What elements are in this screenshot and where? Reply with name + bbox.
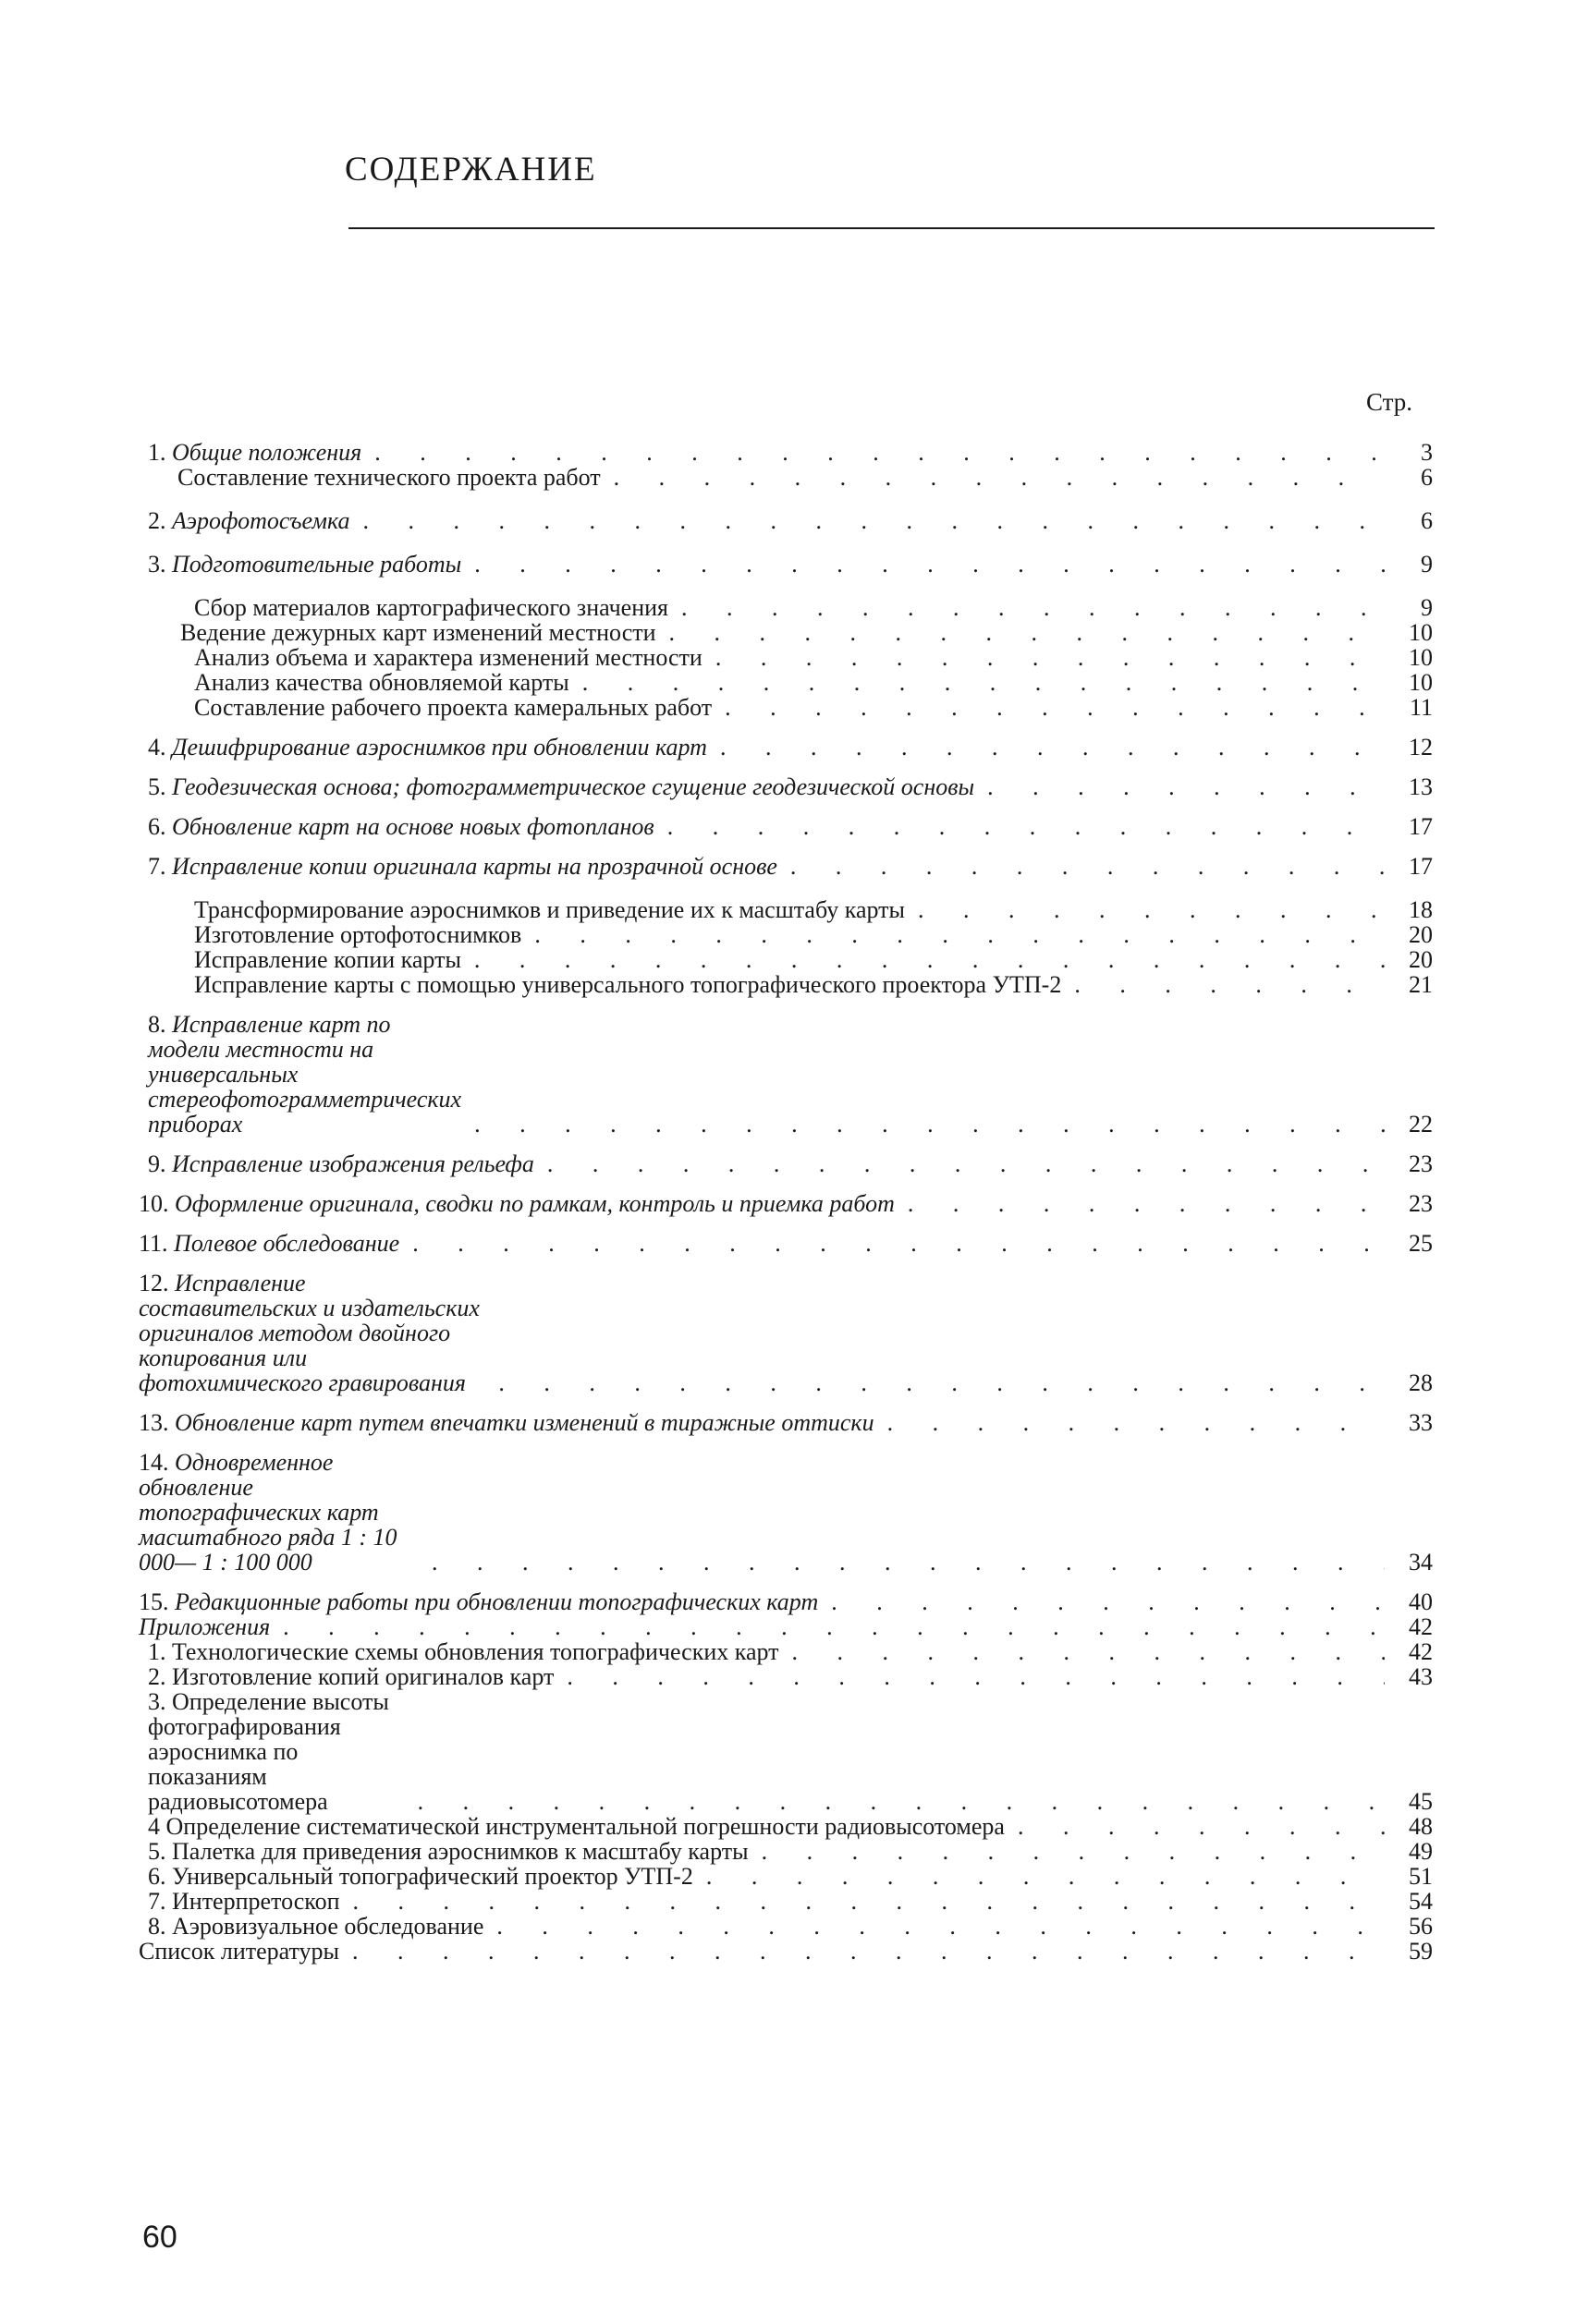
toc-entry-title — [194, 947, 461, 972]
toc-entry-text: Анализ объема и характера изменений местности — [194, 644, 702, 671]
toc-entry — [139, 1589, 1433, 1614]
toc-entry-page: 40 — [1409, 1588, 1433, 1615]
toc-entry-title — [148, 854, 777, 879]
toc-entry-text: Одновременное обновление топографических карт масштабного ряда 1 : 10 000— 1 : 100 000 — [139, 1449, 397, 1576]
dot-leader — [521, 922, 1385, 947]
toc-entry-title — [139, 1589, 818, 1614]
dot-leader — [818, 1589, 1385, 1614]
toc-entry — [139, 670, 1433, 695]
dot-leader — [707, 735, 1385, 760]
toc-entry — [139, 620, 1433, 645]
toc-entry-title — [139, 1231, 399, 1256]
dot-leader — [461, 947, 1385, 972]
toc-entry-page: 23 — [1409, 1190, 1433, 1217]
toc-entry-title — [180, 620, 656, 645]
toc-entry — [139, 1914, 1433, 1939]
toc-entry-text: Исправление составительских и издательских оригиналов методом двойного копирования или фотохимического гравирования — [139, 1270, 480, 1396]
toc-entry — [139, 1271, 1433, 1395]
toc-entry-text: Исправление карты с помощью универсального топографического проектора УТП-2 — [194, 971, 1062, 998]
toc-entry-text: Составление рабочего проекта камеральных работ — [194, 694, 713, 721]
toc-entry-page: 43 — [1409, 1663, 1433, 1690]
toc-entry-text: Аэровизуальное обследование — [172, 1913, 484, 1940]
toc-entry-page: 28 — [1409, 1369, 1433, 1396]
toc-entry-text: Исправление изображения рельефа — [172, 1150, 534, 1177]
toc-entry — [139, 735, 1433, 760]
toc-entry — [139, 1639, 1433, 1664]
toc-entry-title — [139, 1271, 485, 1395]
toc-entry-number: 15. — [139, 1588, 169, 1615]
dot-leader — [485, 1370, 1385, 1395]
toc-entry — [139, 774, 1433, 799]
toc-entry-title — [194, 595, 668, 620]
page-number: 60 — [142, 2220, 177, 2255]
toc-entry-page: 34 — [1409, 1549, 1433, 1576]
dot-leader — [270, 1614, 1385, 1639]
toc-entry-number: 10. — [139, 1190, 169, 1217]
toc-entry — [139, 922, 1433, 947]
toc-entry-text: Сбор материалов картографического значения — [194, 594, 669, 621]
toc-entry-page: 12 — [1409, 734, 1433, 760]
toc-entry-title — [148, 1151, 534, 1176]
toc-entry-title — [194, 922, 521, 947]
toc-entry-title — [148, 1814, 1005, 1839]
toc-entry-text: Определение высоты фотографирования аэроснимка по показаниям радиовысотомера — [148, 1688, 389, 1815]
toc-entry — [139, 1939, 1433, 1964]
dot-leader — [405, 1789, 1385, 1814]
toc-entry-page: 6 — [1421, 464, 1433, 491]
toc-entry-page: 42 — [1409, 1613, 1433, 1640]
toc-entry — [139, 595, 1433, 620]
toc-entry-number: 4. — [148, 734, 166, 760]
toc-entry-number: 5. — [148, 1838, 166, 1865]
toc-entry-title — [148, 552, 461, 577]
toc-entry-text: Обновление карт путем впечатки изменений в тиражные оттиски — [175, 1409, 874, 1436]
toc-entry-number: 6. — [148, 1863, 166, 1890]
toc-entry-text: Исправление копии оригинала карты на прозрачной основе — [172, 853, 777, 880]
toc-entry-text: Интерпретоскоп — [172, 1888, 340, 1915]
toc-entry-title — [194, 670, 569, 695]
page-column-label: Стр. — [1366, 388, 1413, 416]
toc-entry-text: Общие положения — [172, 439, 362, 466]
toc-entry-text: Обновление карт на основе новых фотопланов — [172, 813, 654, 840]
toc-entry — [139, 1889, 1433, 1914]
toc-entry-text: Определение систематической инструментальной погрешности радиовысотомера — [165, 1813, 1005, 1840]
toc-entry-page: 11 — [1409, 694, 1433, 721]
dot-leader — [1005, 1814, 1385, 1839]
dot-leader — [601, 465, 1385, 490]
toc-entry — [139, 1614, 1433, 1639]
toc-entry-text: Полевое обследование — [174, 1230, 400, 1257]
toc-entry-page: 23 — [1409, 1150, 1433, 1177]
toc-entry-text: Исправление копии карты — [194, 946, 461, 973]
toc-entry-title — [148, 1914, 483, 1939]
toc-entry-title — [148, 814, 654, 839]
toc-entry-title — [148, 1639, 779, 1664]
toc-entry-number: 1. — [148, 1638, 166, 1665]
toc-entry-title — [194, 972, 1061, 997]
toc-entry-text: Редакционные работы при обновлении топографических карт — [175, 1588, 819, 1615]
toc-entry-number: 3. — [148, 1688, 166, 1715]
toc-entry-title — [194, 695, 712, 720]
toc-entry-page: 10 — [1409, 644, 1433, 671]
toc-entry — [139, 972, 1433, 997]
toc-entry — [139, 1410, 1433, 1435]
dot-leader — [461, 552, 1385, 577]
toc-entry-text: Ведение дежурных карт изменений местности — [180, 619, 656, 646]
toc-entry-page: 10 — [1409, 669, 1433, 696]
toc-entry-page: 56 — [1409, 1913, 1433, 1940]
toc-entry-number: 7. — [148, 1888, 166, 1915]
toc-entry-text: Приложения — [139, 1613, 271, 1640]
dot-leader — [974, 774, 1385, 799]
toc-entry-text: Универсальный топографический проектор УТП-2 — [172, 1863, 693, 1890]
toc-entry — [139, 508, 1433, 533]
dot-leader — [693, 1864, 1385, 1889]
toc-entry-page: 9 — [1421, 551, 1433, 578]
dot-leader — [712, 695, 1385, 720]
toc-entry — [139, 695, 1433, 720]
title-rule — [348, 227, 1435, 229]
toc-entry — [139, 465, 1433, 490]
toc-entry-title — [139, 1939, 339, 1964]
toc-entry-page: 17 — [1409, 853, 1433, 880]
dot-leader — [779, 1639, 1385, 1664]
toc-entry-title — [148, 508, 350, 533]
toc-entry-text: Изготовление ортофотоснимков — [194, 921, 522, 948]
dot-leader — [399, 1231, 1385, 1256]
toc-entry — [139, 1664, 1433, 1689]
dot-leader — [702, 645, 1385, 670]
dot-leader — [1061, 972, 1385, 997]
toc-entry-page: 42 — [1409, 1638, 1433, 1665]
dot-leader — [874, 1410, 1385, 1435]
dot-leader — [534, 1151, 1385, 1176]
toc-entry-text: Подготовительные работы — [172, 551, 462, 578]
toc-entry-text: Исправление карт по модели местности на универсальных стереофотограмметрических приборах — [148, 1011, 462, 1138]
toc-entry-title — [194, 645, 702, 670]
toc-entry-title — [148, 735, 707, 760]
toc-entry-title — [148, 1864, 693, 1889]
toc-entry-number: 11. — [139, 1230, 168, 1257]
toc-entry-text: Палетка для приведения аэроснимков к масштабу карты — [172, 1838, 749, 1865]
toc-entry-title — [148, 440, 361, 465]
toc-entry — [139, 854, 1433, 879]
table-of-contents — [139, 440, 1433, 1964]
toc-entry-page: 6 — [1421, 507, 1433, 534]
toc-entry-number: 2. — [148, 1663, 166, 1690]
dot-leader — [656, 620, 1385, 645]
dot-leader — [777, 854, 1385, 879]
toc-entry-number: 2. — [148, 507, 166, 534]
toc-entry-page: 18 — [1409, 896, 1433, 923]
toc-entry-text: Дешифрирование аэроснимков при обновлении карт — [172, 734, 707, 760]
toc-entry-title — [139, 1191, 895, 1216]
toc-entry-title — [148, 1839, 749, 1864]
toc-entry-number: 3. — [148, 551, 166, 578]
toc-entry-text: Геодезическая основа; фотограмметрическое сгущение геодезической основы — [172, 773, 975, 800]
toc-entry — [139, 1864, 1433, 1889]
toc-entry-title — [148, 1012, 461, 1137]
dot-leader — [569, 670, 1385, 695]
toc-entry — [139, 1839, 1433, 1864]
dot-leader — [668, 595, 1385, 620]
toc-entry-page: 45 — [1409, 1788, 1433, 1815]
toc-entry-page: 9 — [1421, 594, 1433, 621]
toc-entry-text: Оформление оригинала, сводки по рамкам, контроль и приемка работ — [175, 1190, 895, 1217]
toc-entry — [139, 897, 1433, 922]
toc-entry-number: 13. — [139, 1409, 169, 1436]
toc-entry-title — [139, 1614, 270, 1639]
toc-entry-page: 13 — [1409, 773, 1433, 800]
toc-entry — [139, 1231, 1433, 1256]
toc-entry-title — [148, 1689, 405, 1814]
toc-entry-page: 25 — [1409, 1230, 1433, 1257]
toc-entry-page: 20 — [1409, 946, 1433, 973]
toc-entry-number: 14. — [139, 1449, 169, 1476]
toc-entry-page: 59 — [1409, 1938, 1433, 1965]
toc-entry-page: 21 — [1409, 971, 1433, 998]
dot-leader — [350, 508, 1385, 533]
toc-entry — [139, 1151, 1433, 1176]
toc-entry — [139, 1689, 1433, 1814]
toc-entry — [139, 440, 1433, 465]
toc-entry-page: 51 — [1409, 1863, 1433, 1890]
toc-entry-title — [148, 1889, 339, 1914]
toc-entry-text: Анализ качества обновляемой карты — [194, 669, 569, 696]
toc-entry — [139, 1191, 1433, 1216]
toc-entry-title — [139, 1410, 874, 1435]
toc-entry-title — [194, 897, 905, 922]
toc-entry-title — [148, 774, 974, 799]
toc-entry-page: 3 — [1421, 439, 1433, 466]
toc-entry-page: 17 — [1409, 813, 1433, 840]
dot-leader — [339, 1889, 1385, 1914]
toc-entry-page: 20 — [1409, 921, 1433, 948]
toc-entry-number: 6. — [148, 813, 166, 840]
toc-entry-page: 54 — [1409, 1888, 1433, 1915]
toc-entry — [139, 814, 1433, 839]
toc-entry — [139, 1012, 1433, 1137]
dot-leader — [339, 1939, 1385, 1964]
toc-entry-text: Составление технического проекта работ — [177, 464, 601, 491]
toc-entry-page: 48 — [1409, 1813, 1433, 1840]
toc-entry-text: Аэрофотосъемка — [172, 507, 350, 534]
toc-entry — [139, 552, 1433, 577]
toc-entry — [139, 645, 1433, 670]
toc-entry-title — [148, 1664, 554, 1689]
toc-entry-title — [139, 1450, 419, 1575]
dot-leader — [905, 897, 1385, 922]
dot-leader — [654, 814, 1385, 839]
toc-entry-number: 7. — [148, 853, 166, 880]
dot-leader — [895, 1191, 1385, 1216]
toc-entry — [139, 947, 1433, 972]
toc-entry-text: Трансформирование аэроснимков и приведение их к масштабу карты — [194, 896, 905, 923]
toc-entry-number: 8. — [148, 1913, 166, 1940]
toc-entry-number: 5. — [148, 773, 166, 800]
dot-leader — [461, 1112, 1385, 1137]
toc-entry-page: 33 — [1409, 1409, 1433, 1436]
toc-entry-title — [177, 465, 601, 490]
dot-leader — [749, 1839, 1385, 1864]
page-title: СОДЕРЖАНИЕ — [345, 151, 597, 189]
toc-entry-page: 49 — [1409, 1838, 1433, 1865]
toc-entry-text: Технологические схемы обновления топографических карт — [172, 1638, 779, 1665]
toc-entry-number: 9. — [148, 1150, 166, 1177]
toc-entry-page: 10 — [1409, 619, 1433, 646]
toc-entry — [139, 1450, 1433, 1575]
dot-leader — [554, 1664, 1385, 1689]
toc-entry-number: 4 — [148, 1813, 160, 1840]
toc-entry — [139, 1814, 1433, 1839]
dot-leader — [483, 1914, 1385, 1939]
toc-entry-number: 12. — [139, 1270, 169, 1296]
toc-entry-number: 1. — [148, 439, 166, 466]
toc-entry-text: Список литературы — [139, 1938, 339, 1965]
toc-entry-page: 22 — [1409, 1111, 1433, 1138]
toc-entry-text: Изготовление копий оригиналов карт — [172, 1663, 555, 1690]
dot-leader — [419, 1550, 1385, 1575]
toc-entry-number: 8. — [148, 1011, 166, 1038]
dot-leader — [361, 440, 1385, 465]
